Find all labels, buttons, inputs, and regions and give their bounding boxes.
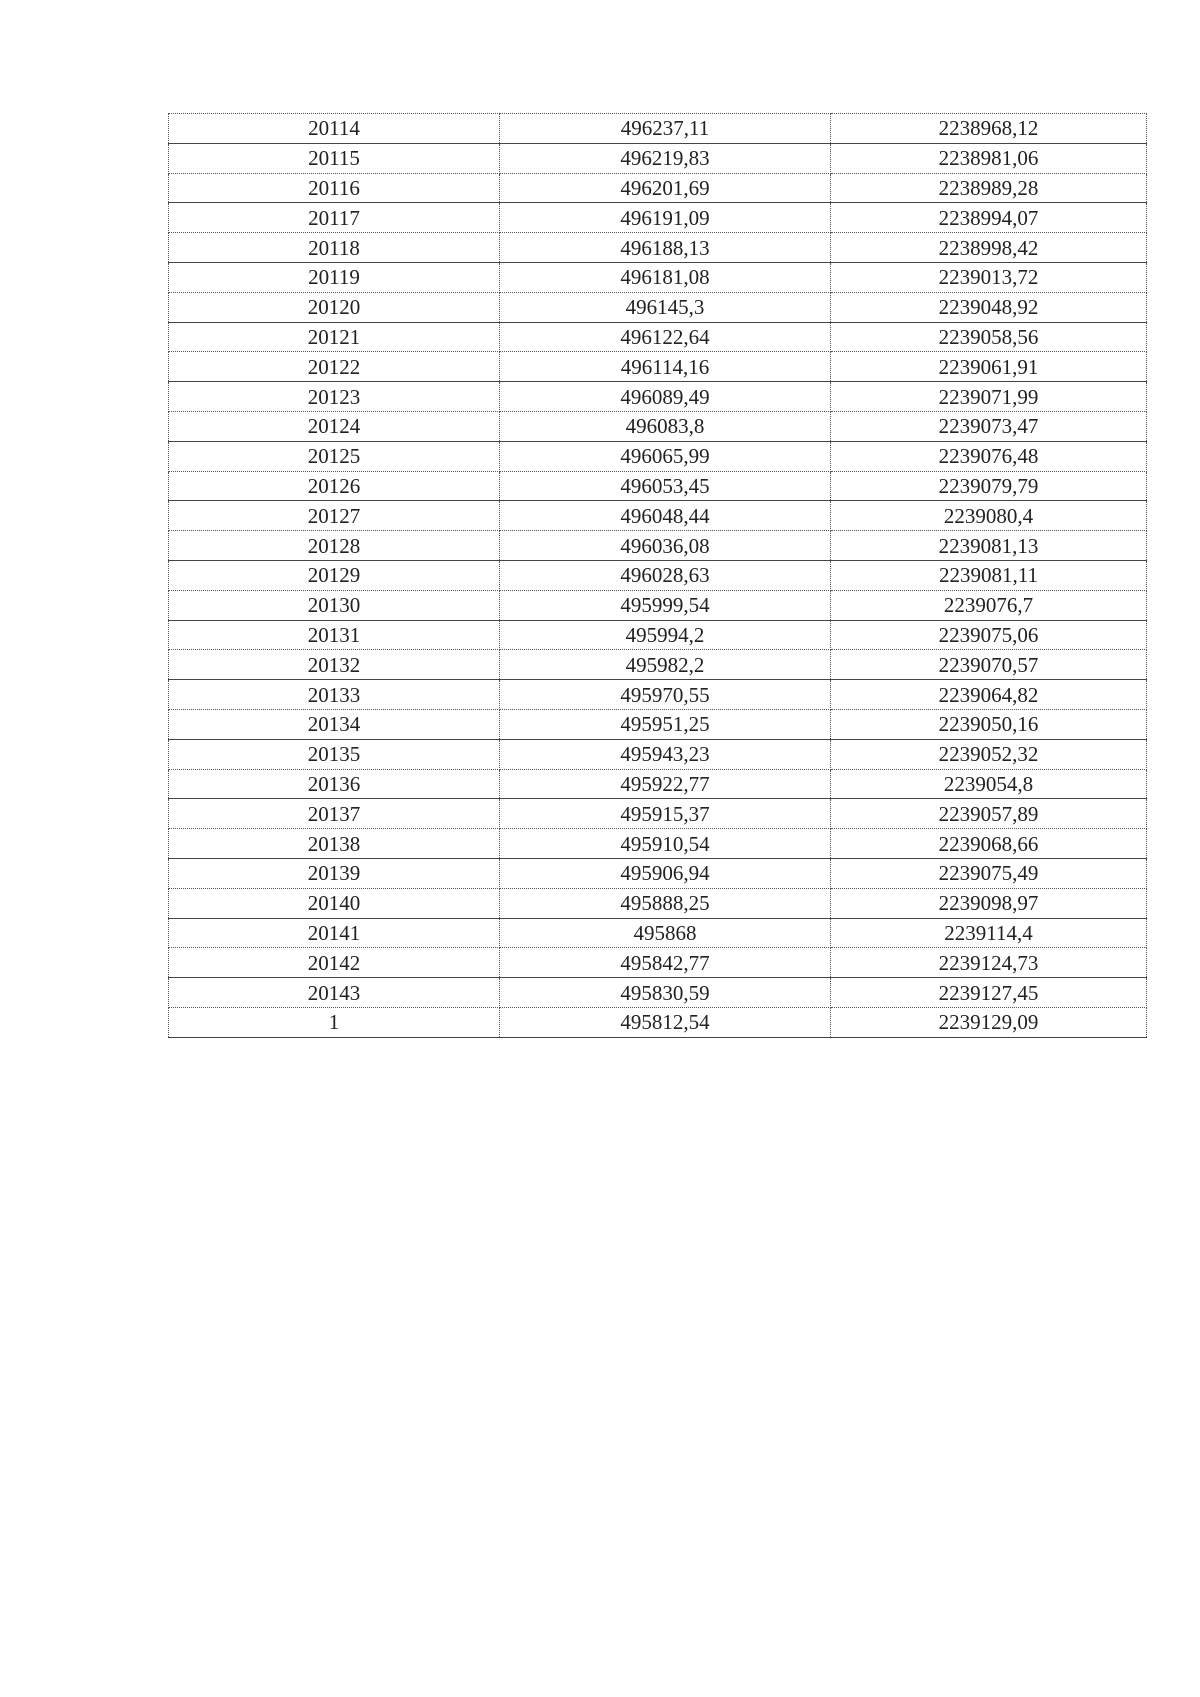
y-coordinate-cell: 2238994,07 <box>831 203 1147 233</box>
point-number-cell: 20119 <box>169 262 500 292</box>
y-coordinate-cell: 2239071,99 <box>831 382 1147 412</box>
point-number-cell: 20115 <box>169 143 500 173</box>
point-number-cell: 20140 <box>169 888 500 918</box>
point-number-cell: 20120 <box>169 292 500 322</box>
point-number-cell: 20128 <box>169 531 500 561</box>
point-number-cell: 20138 <box>169 829 500 859</box>
point-number-cell: 20143 <box>169 978 500 1008</box>
coordinates-table <box>168 113 1147 1038</box>
x-coordinate-cell: 496089,49 <box>500 382 831 412</box>
point-number-cell: 20116 <box>169 173 500 203</box>
table-row <box>169 173 1147 203</box>
y-coordinate-cell: 2239076,7 <box>831 590 1147 620</box>
y-coordinate-cell: 2239075,49 <box>831 858 1147 888</box>
table-row <box>169 680 1147 710</box>
table-row <box>169 739 1147 769</box>
point-number-cell: 20124 <box>169 411 500 441</box>
table-row <box>169 918 1147 948</box>
x-coordinate-cell: 495982,2 <box>500 650 831 680</box>
y-coordinate-cell: 2239075,06 <box>831 620 1147 650</box>
table-row <box>169 769 1147 799</box>
table-row <box>169 709 1147 739</box>
x-coordinate-cell: 495906,94 <box>500 858 831 888</box>
x-coordinate-cell: 496191,09 <box>500 203 831 233</box>
x-coordinate-cell: 495830,59 <box>500 978 831 1008</box>
x-coordinate-cell: 495951,25 <box>500 709 831 739</box>
coordinates-table-body <box>169 114 1147 1038</box>
point-number-cell: 20125 <box>169 441 500 471</box>
table-row <box>169 292 1147 322</box>
table-row <box>169 829 1147 859</box>
x-coordinate-cell: 495994,2 <box>500 620 831 650</box>
table-row <box>169 650 1147 680</box>
point-number-cell: 20122 <box>169 352 500 382</box>
y-coordinate-cell: 2239080,4 <box>831 501 1147 531</box>
x-coordinate-cell: 496053,45 <box>500 471 831 501</box>
y-coordinate-cell: 2239081,13 <box>831 531 1147 561</box>
point-number-cell: 1 <box>169 1007 500 1037</box>
point-number-cell: 20142 <box>169 948 500 978</box>
x-coordinate-cell: 496122,64 <box>500 322 831 352</box>
point-number-cell: 20137 <box>169 799 500 829</box>
point-number-cell: 20118 <box>169 233 500 263</box>
y-coordinate-cell: 2239061,91 <box>831 352 1147 382</box>
y-coordinate-cell: 2239068,66 <box>831 829 1147 859</box>
point-number-cell: 20136 <box>169 769 500 799</box>
table-row <box>169 203 1147 233</box>
point-number-cell: 20139 <box>169 858 500 888</box>
x-coordinate-cell: 496036,08 <box>500 531 831 561</box>
table-row <box>169 888 1147 918</box>
table-row <box>169 948 1147 978</box>
y-coordinate-cell: 2238998,42 <box>831 233 1147 263</box>
y-coordinate-cell: 2238968,12 <box>831 114 1147 144</box>
y-coordinate-cell: 2238989,28 <box>831 173 1147 203</box>
table-row <box>169 531 1147 561</box>
point-number-cell: 20135 <box>169 739 500 769</box>
x-coordinate-cell: 496083,8 <box>500 411 831 441</box>
y-coordinate-cell: 2239076,48 <box>831 441 1147 471</box>
y-coordinate-cell: 2239054,8 <box>831 769 1147 799</box>
point-number-cell: 20131 <box>169 620 500 650</box>
point-number-cell: 20123 <box>169 382 500 412</box>
table-row <box>169 233 1147 263</box>
y-coordinate-cell: 2239124,73 <box>831 948 1147 978</box>
y-coordinate-cell: 2239050,16 <box>831 709 1147 739</box>
x-coordinate-cell: 495943,23 <box>500 739 831 769</box>
x-coordinate-cell: 495999,54 <box>500 590 831 620</box>
table-row <box>169 352 1147 382</box>
y-coordinate-cell: 2238981,06 <box>831 143 1147 173</box>
y-coordinate-cell: 2239070,57 <box>831 650 1147 680</box>
point-number-cell: 20130 <box>169 590 500 620</box>
x-coordinate-cell: 495812,54 <box>500 1007 831 1037</box>
y-coordinate-cell: 2239127,45 <box>831 978 1147 1008</box>
point-number-cell: 20114 <box>169 114 500 144</box>
point-number-cell: 20121 <box>169 322 500 352</box>
x-coordinate-cell: 496237,11 <box>500 114 831 144</box>
table-row <box>169 471 1147 501</box>
y-coordinate-cell: 2239079,79 <box>831 471 1147 501</box>
point-number-cell: 20133 <box>169 680 500 710</box>
x-coordinate-cell: 496028,63 <box>500 560 831 590</box>
point-number-cell: 20126 <box>169 471 500 501</box>
x-coordinate-cell: 495922,77 <box>500 769 831 799</box>
point-number-cell: 20134 <box>169 709 500 739</box>
point-number-cell: 20132 <box>169 650 500 680</box>
x-coordinate-cell: 496201,69 <box>500 173 831 203</box>
y-coordinate-cell: 2239129,09 <box>831 1007 1147 1037</box>
point-number-cell: 20141 <box>169 918 500 948</box>
table-row <box>169 620 1147 650</box>
x-coordinate-cell: 495868 <box>500 918 831 948</box>
point-number-cell: 20129 <box>169 560 500 590</box>
point-number-cell: 20117 <box>169 203 500 233</box>
y-coordinate-cell: 2239114,4 <box>831 918 1147 948</box>
table-row <box>169 262 1147 292</box>
x-coordinate-cell: 496145,3 <box>500 292 831 322</box>
table-row <box>169 382 1147 412</box>
table-row <box>169 978 1147 1008</box>
y-coordinate-cell: 2239073,47 <box>831 411 1147 441</box>
table-row <box>169 1007 1147 1037</box>
table-row <box>169 143 1147 173</box>
table-row <box>169 441 1147 471</box>
x-coordinate-cell: 495915,37 <box>500 799 831 829</box>
y-coordinate-cell: 2239058,56 <box>831 322 1147 352</box>
y-coordinate-cell: 2239057,89 <box>831 799 1147 829</box>
x-coordinate-cell: 496048,44 <box>500 501 831 531</box>
y-coordinate-cell: 2239048,92 <box>831 292 1147 322</box>
table-row <box>169 560 1147 590</box>
x-coordinate-cell: 495910,54 <box>500 829 831 859</box>
y-coordinate-cell: 2239013,72 <box>831 262 1147 292</box>
x-coordinate-cell: 495970,55 <box>500 680 831 710</box>
x-coordinate-cell: 496181,08 <box>500 262 831 292</box>
y-coordinate-cell: 2239052,32 <box>831 739 1147 769</box>
point-number-cell: 20127 <box>169 501 500 531</box>
y-coordinate-cell: 2239081,11 <box>831 560 1147 590</box>
x-coordinate-cell: 496114,16 <box>500 352 831 382</box>
x-coordinate-cell: 495842,77 <box>500 948 831 978</box>
x-coordinate-cell: 495888,25 <box>500 888 831 918</box>
y-coordinate-cell: 2239098,97 <box>831 888 1147 918</box>
table-row <box>169 590 1147 620</box>
table-row <box>169 799 1147 829</box>
table-row <box>169 411 1147 441</box>
table-row <box>169 322 1147 352</box>
table-row <box>169 858 1147 888</box>
table-row <box>169 114 1147 144</box>
x-coordinate-cell: 496065,99 <box>500 441 831 471</box>
x-coordinate-cell: 496219,83 <box>500 143 831 173</box>
y-coordinate-cell: 2239064,82 <box>831 680 1147 710</box>
x-coordinate-cell: 496188,13 <box>500 233 831 263</box>
table-row <box>169 501 1147 531</box>
